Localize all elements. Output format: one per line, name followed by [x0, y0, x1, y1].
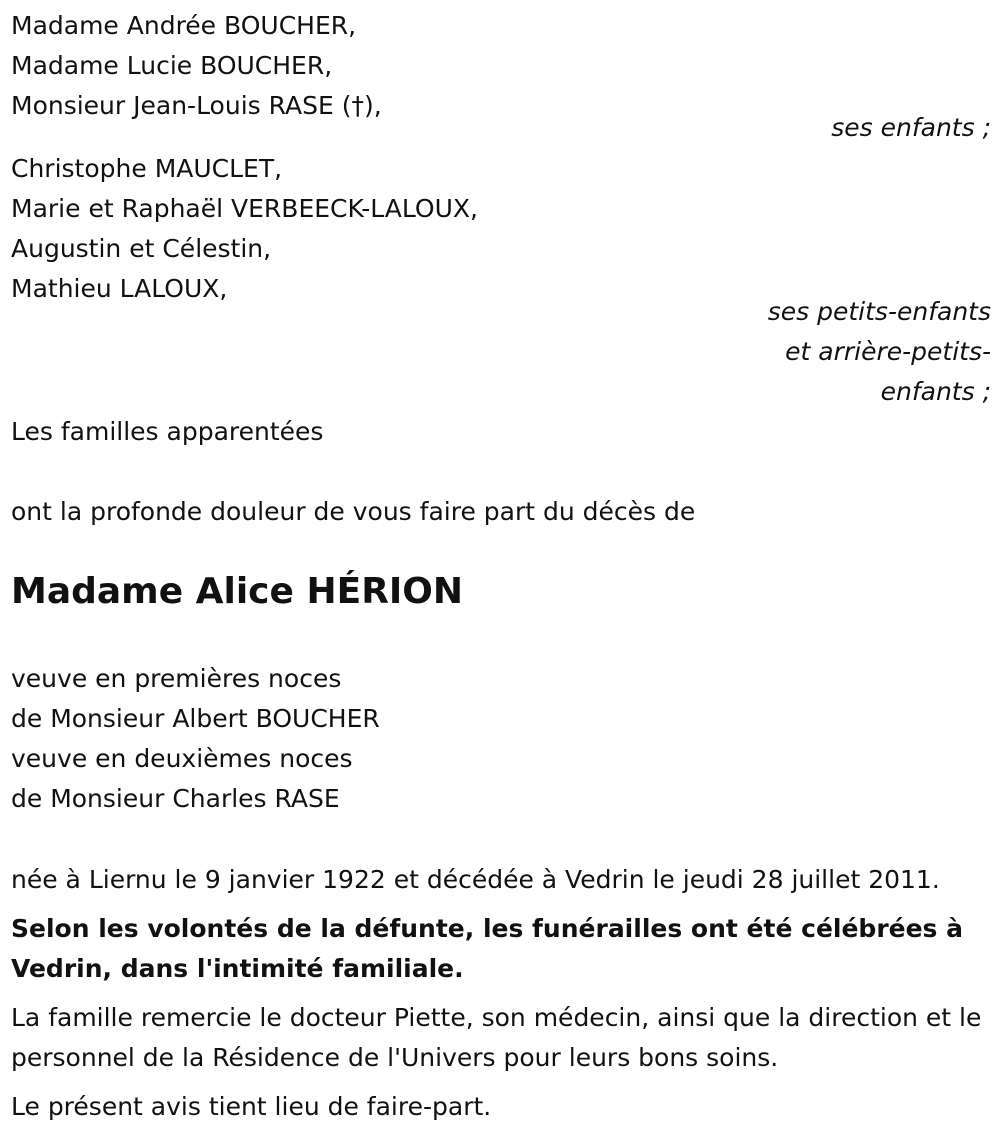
grandchildren-label-line: et arrière-petits-: [785, 337, 991, 366]
child-line: Monsieur Jean-Louis RASE (†),: [11, 91, 382, 120]
marriage-line: veuve en premières noces: [11, 664, 342, 693]
deceased-name: Madame Alice HÉRION: [11, 571, 464, 612]
grandchild-line: Marie et Raphaël VERBEECK-LALOUX,: [11, 194, 478, 223]
notice-line: Le présent avis tient lieu de faire-part.: [11, 1092, 492, 1121]
child-line: Madame Lucie BOUCHER,: [11, 51, 333, 80]
grandchild-line: Christophe MAUCLET,: [11, 154, 283, 183]
families-line: Les familles apparentées: [11, 417, 324, 446]
thanks-paragraph: La famille remercie le docteur Piette, son médecin, ainsi que la direction et le personnel de la Résidence de l'Univers pour leurs bons soins.: [11, 1003, 982, 1072]
birth-death-line: née à Liernu le 9 janvier 1922 et décédée à Vedrin le jeudi 28 juillet 2011.: [11, 865, 940, 894]
marriage-line: veuve en deuxièmes noces: [11, 744, 353, 773]
grandchildren-label-line: enfants ;: [880, 377, 991, 406]
marriage-line: de Monsieur Albert BOUCHER: [11, 704, 380, 733]
grandchildren-label-line: ses petits-enfants: [767, 297, 991, 326]
marriage-line: de Monsieur Charles RASE: [11, 784, 340, 813]
children-label: ses enfants ;: [831, 113, 991, 142]
grandchild-line: Augustin et Célestin,: [11, 234, 272, 263]
grandchild-line: Mathieu LALOUX,: [11, 274, 228, 303]
child-line: Madame Andrée BOUCHER,: [11, 11, 357, 40]
funeral-notice: Selon les volontés de la défunte, les funérailles ont été célébrées à Vedrin, dans l'intimité familiale.: [11, 914, 964, 983]
announcement: ont la profonde douleur de vous faire part du décès de: [11, 497, 696, 526]
